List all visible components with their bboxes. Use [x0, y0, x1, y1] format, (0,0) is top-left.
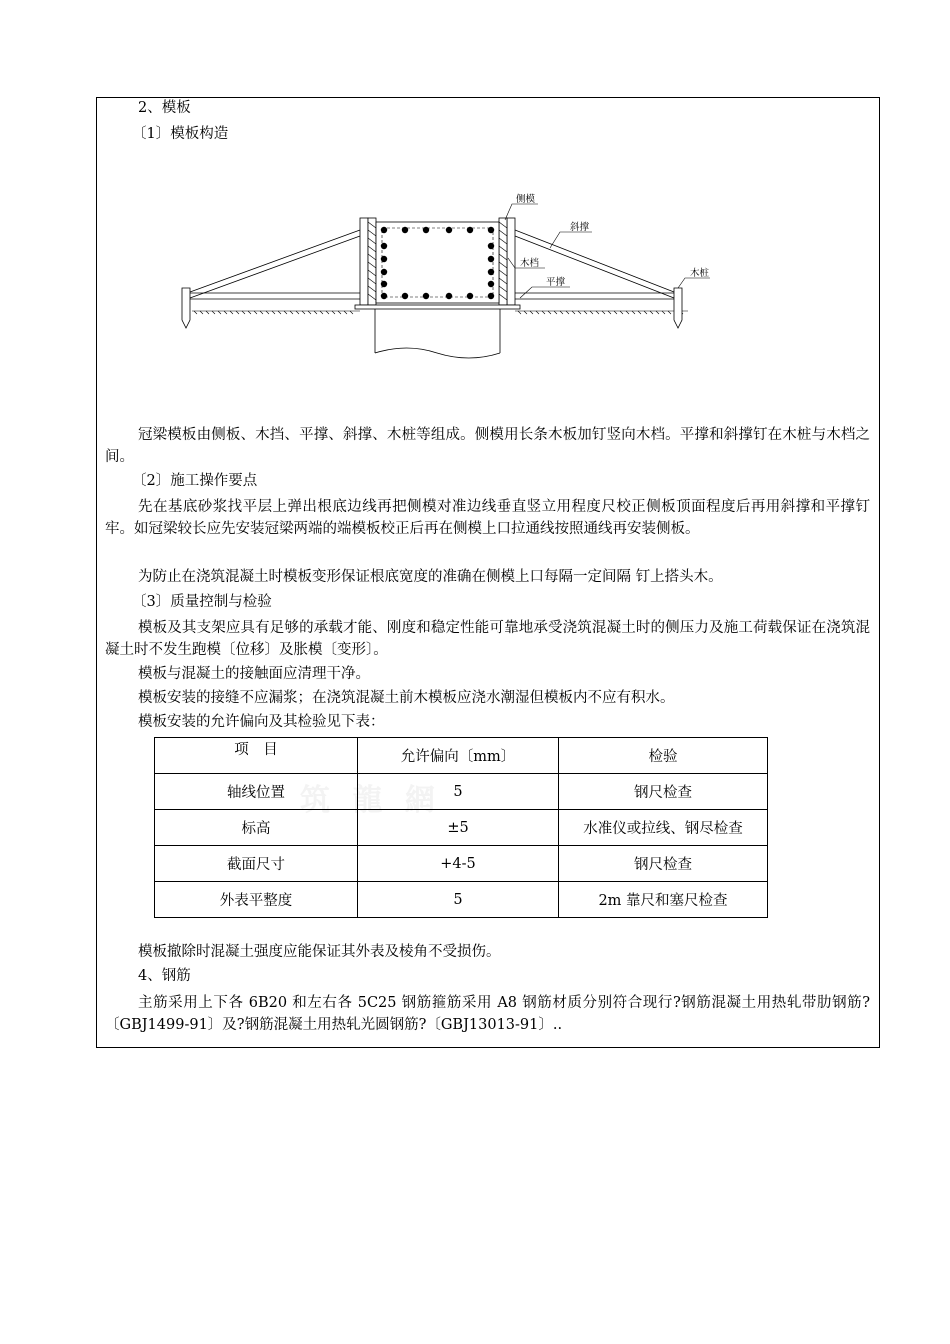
base-plate — [355, 305, 520, 309]
table-cell: +4-5 — [358, 846, 559, 882]
beam-section — [376, 222, 499, 303]
wood-pile-right — [674, 288, 682, 328]
table-header-row — [155, 738, 768, 774]
label-wood-stop: 木档 — [520, 258, 540, 269]
tolerance-table — [154, 737, 768, 918]
label-flat-brace: 平撑 — [546, 277, 566, 288]
table-header-cell: 检验 — [559, 738, 768, 774]
table-cell: 轴线位置 — [155, 774, 358, 810]
watermark: 筑 龍 網 — [300, 783, 441, 818]
subheading-construction-points: 〔2〕施工操作要点 — [132, 473, 258, 489]
table-cell: 2m 靠尺和塞尺检查 — [559, 882, 768, 918]
paragraph-clean-surface: 模板与混凝土的接触面应清理干净。 — [138, 666, 370, 682]
pile-below — [375, 309, 500, 358]
label-side-form: 侧模 — [516, 194, 536, 205]
subheading-formwork-structure: 〔1〕模板构造 — [132, 126, 229, 142]
paragraph-construction-steps: 先在基底砂浆找平层上弹出根底边线再把侧模对准边线垂直竖立用程度尺校正侧板顶面程度后再用斜撑和平撑钉牢。如冠梁较长应先安装冠梁两端的端模板校正后再在侧模上口拉通线按照通线再安装侧板。 — [105, 499, 870, 537]
table-row — [155, 882, 768, 918]
paragraph-seam-sealing: 模板安装的接缝不应漏浆；在浇筑混凝土前木模板应浇水潮湿但模板内不应有积水。 — [138, 690, 675, 706]
ground-hatching — [192, 311, 688, 314]
table-cell: ±5 — [358, 810, 559, 846]
paragraph-formwork-composition: 冠梁模板由侧板、木挡、平撑、斜撑、木桩等组成。侧模用长条木板加钉竖向木档。平撑和斜撑钉在木桩与木档之间。 — [105, 427, 870, 465]
wood-stop-right — [507, 218, 515, 305]
table-cell: 标高 — [155, 810, 358, 846]
table-cell: 5 — [358, 774, 559, 810]
table-row — [155, 810, 768, 846]
table-cell: 5 — [358, 882, 559, 918]
table-row — [155, 774, 768, 810]
paragraph-table-intro: 模板安装的允许偏向及其检验见下表： — [138, 714, 385, 730]
paragraph-rebar-spec: 主筋采用上下各 6B20 和左右各 5C25 钢筋箍筋采用 A8 钢筋材质分别符合现行?钢筋混凝土用热轧带肋钢筋?〔GBJ1499-91〕及?钢筋混凝土用热轧光圆钢筋?〔GBJ13013-91〕.. — [105, 995, 870, 1033]
section-heading-formwork: 2、模板 — [138, 100, 191, 116]
wood-stop-left — [360, 218, 368, 305]
paragraph-prevent-deformation: 为防止在浇筑混凝土时模板变形保证根底宽度的准确在侧模上口每隔一定间隔 钉上搭头木。 — [138, 569, 723, 585]
table-cell: 外表平整度 — [155, 882, 358, 918]
table-cell: 钢尺检查 — [559, 846, 768, 882]
label-diagonal-brace: 斜撑 — [570, 222, 590, 233]
paragraph-removal: 模板撤除时混凝土强度应能保证其外表及棱角不受损伤。 — [138, 944, 501, 960]
table-cell: 截面尺寸 — [155, 846, 358, 882]
wood-pile-left — [182, 288, 190, 328]
section-heading-rebar: 4、钢筋 — [138, 968, 191, 984]
table-cell: 钢尺检查 — [559, 774, 768, 810]
table-row — [155, 846, 768, 882]
paragraph-load-capacity: 模板及其支架应具有足够的承载才能、刚度和稳定性能可靠地承受浇筑混凝土时的侧压力及施工荷载保证在浇筑混凝土时不发生跑模〔位移〕及胀模〔变形〕。 — [105, 620, 870, 658]
leader-lines — [505, 204, 710, 298]
label-wood-pile: 木桩 — [690, 268, 710, 279]
table-header-cell: 允许偏向〔mm〕 — [358, 738, 559, 774]
table-header-cell: 项 目 — [155, 738, 358, 774]
subheading-quality-control: 〔3〕质量控制与检验 — [132, 594, 272, 610]
formwork-diagram — [160, 190, 740, 370]
table-cell: 水准仪或拉线、钢尽检查 — [559, 810, 768, 846]
